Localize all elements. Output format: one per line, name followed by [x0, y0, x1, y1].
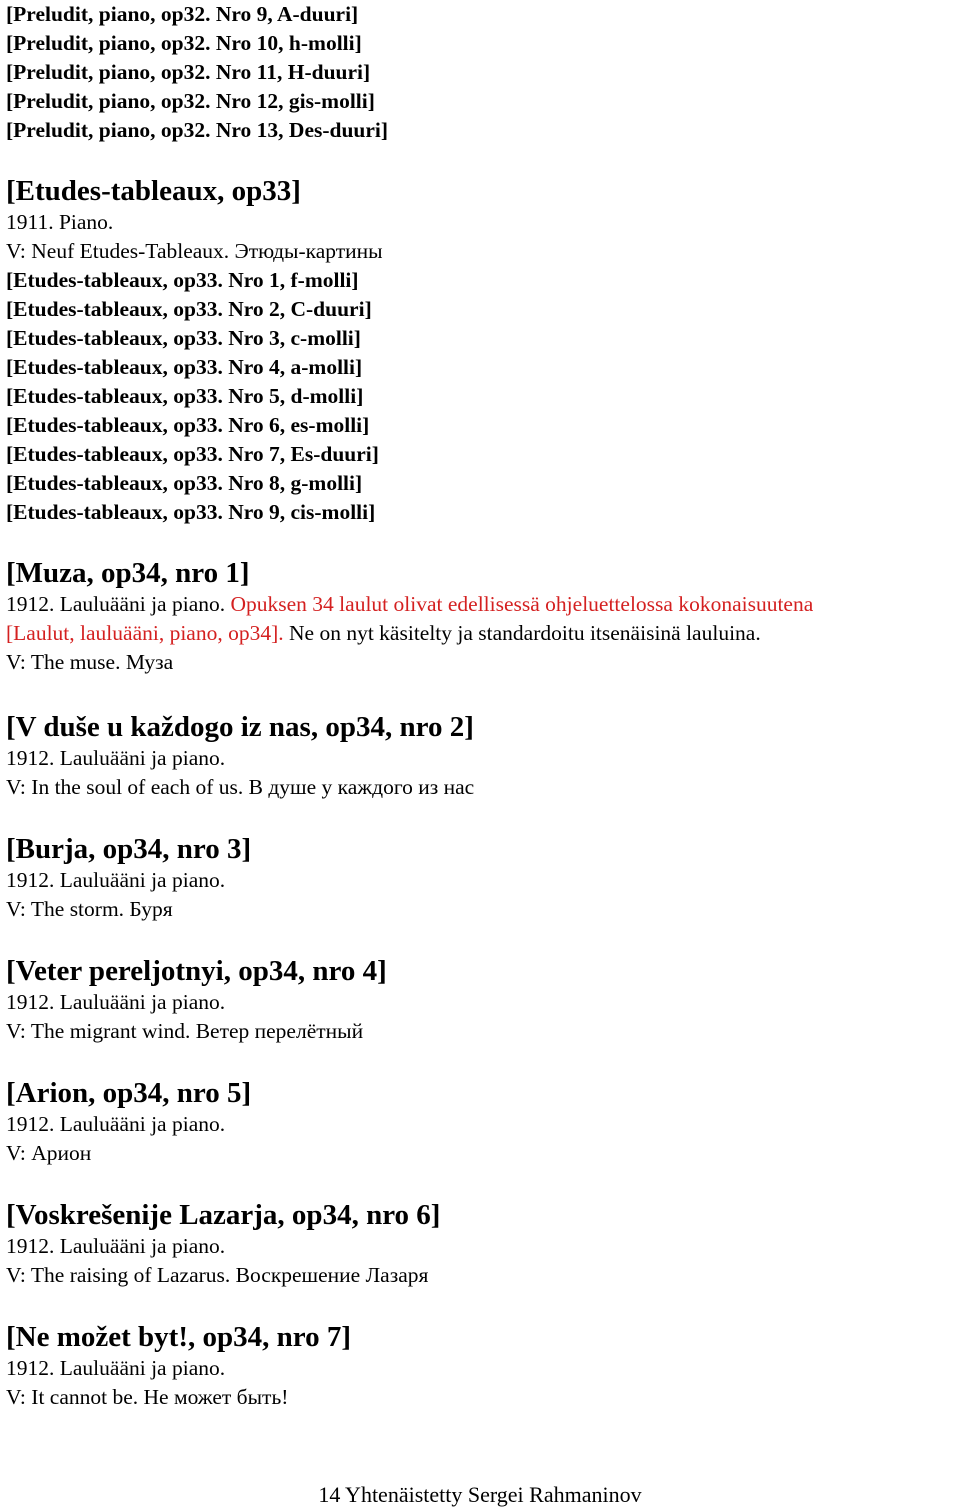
editor-note-text: Ne on nyt käsitelty ja standardoitu itsenäisinä lauluina.: [289, 621, 761, 645]
list-item: [Etudes-tableaux, op33. Nro 4, a-molli]: [6, 355, 363, 379]
section-info: 1912. Lauluääni ja piano.: [6, 868, 226, 892]
section-variant: V: The storm. Буря: [6, 897, 173, 921]
section-variant: V: Neuf Etudes-Tableaux. Этюды-картины: [6, 239, 383, 263]
section-variant: V: In the soul of each of us. В душе у каждого из нас: [6, 775, 475, 799]
section-info: 1912. Lauluääni ja piano.: [6, 990, 226, 1014]
section-variant: V: The muse. Муза: [6, 650, 174, 674]
list-item: [Etudes-tableaux, op33. Nro 9, cis-molli]: [6, 500, 376, 524]
list-item: [Etudes-tableaux, op33. Nro 3, c-molli]: [6, 326, 361, 350]
section-title: [Arion, op34, nro 5]: [6, 1077, 252, 1109]
list-item: [Etudes-tableaux, op33. Nro 8, g-molli]: [6, 471, 363, 495]
section-title: [Voskrešenije Lazarja, op34, nro 6]: [6, 1199, 441, 1231]
section-variant: V: Арион: [6, 1141, 92, 1165]
section-variant: V: The raising of Lazarus. Воскрешение Лазаря: [6, 1263, 429, 1287]
list-item: [Etudes-tableaux, op33. Nro 7, Es-duuri]: [6, 442, 379, 466]
editor-note: Opuksen 34 laulut olivat edellisessä ohjeluettelossa kokonaisuutena: [230, 592, 814, 616]
section-song: [6, 1198, 956, 1290]
section-song: [6, 1320, 956, 1412]
section-info: 1912. Lauluääni ja piano.: [6, 746, 226, 770]
list-item: [Etudes-tableaux, op33. Nro 6, es-molli]: [6, 413, 370, 437]
section-variant: V: It cannot be. Не может быть!: [6, 1385, 289, 1409]
section-title: [V duše u každogo iz nas, op34, nro 2]: [6, 711, 474, 743]
list-item: [Etudes-tableaux, op33. Nro 5, d-molli]: [6, 384, 364, 408]
list-item: [Preludit, piano, op32. Nro 13, Des-duuri]: [6, 118, 389, 142]
list-item: [Preludit, piano, op32. Nro 10, h-molli]: [6, 31, 362, 55]
section-title: [Burja, op34, nro 3]: [6, 833, 252, 865]
list-item: [Preludit, piano, op32. Nro 9, A-duuri]: [6, 2, 359, 26]
section-title: [Ne možet byt!, op34, nro 7]: [6, 1321, 351, 1353]
editor-note-line: [6, 619, 956, 648]
section-title: [Muza, op34, nro 1]: [6, 557, 250, 589]
list-item: [Preludit, piano, op32. Nro 11, H-duuri]: [6, 60, 371, 84]
page-footer: 14 Yhtenäistetty Sergei Rahmaninov: [318, 1482, 642, 1507]
list-item: [Etudes-tableaux, op33. Nro 2, C-duuri]: [6, 297, 372, 321]
document-page: [6, 0, 956, 1412]
section-song: [6, 1076, 956, 1168]
list-item: [Preludit, piano, op32. Nro 12, gis-molli]: [6, 89, 375, 113]
section-title: [Etudes-tableaux, op33]: [6, 175, 301, 207]
section-variant: V: The migrant wind. Ветер перелётный: [6, 1019, 364, 1043]
section-song: [6, 954, 956, 1046]
section-title: [Veter pereljotnyi, op34, nro 4]: [6, 955, 387, 987]
section-info: 1912. Lauluääni ja piano.: [6, 1234, 226, 1258]
section-etudes: [6, 174, 956, 527]
section-muza: [6, 556, 956, 677]
section-info: 1912. Lauluääni ja piano.: [6, 1356, 226, 1380]
section-song: [6, 832, 956, 924]
section-info-line: [6, 590, 956, 619]
list-item: [Etudes-tableaux, op33. Nro 1, f-molli]: [6, 268, 359, 292]
prelude-list: [6, 0, 956, 145]
section-info: 1911. Piano.: [6, 210, 114, 234]
section-info: 1912. Lauluääni ja piano.: [6, 1112, 226, 1136]
section-info: 1912. Lauluääni ja piano.: [6, 592, 226, 616]
section-song: [6, 710, 956, 802]
editor-note: [Laulut, lauluääni, piano, op34].: [6, 621, 284, 645]
